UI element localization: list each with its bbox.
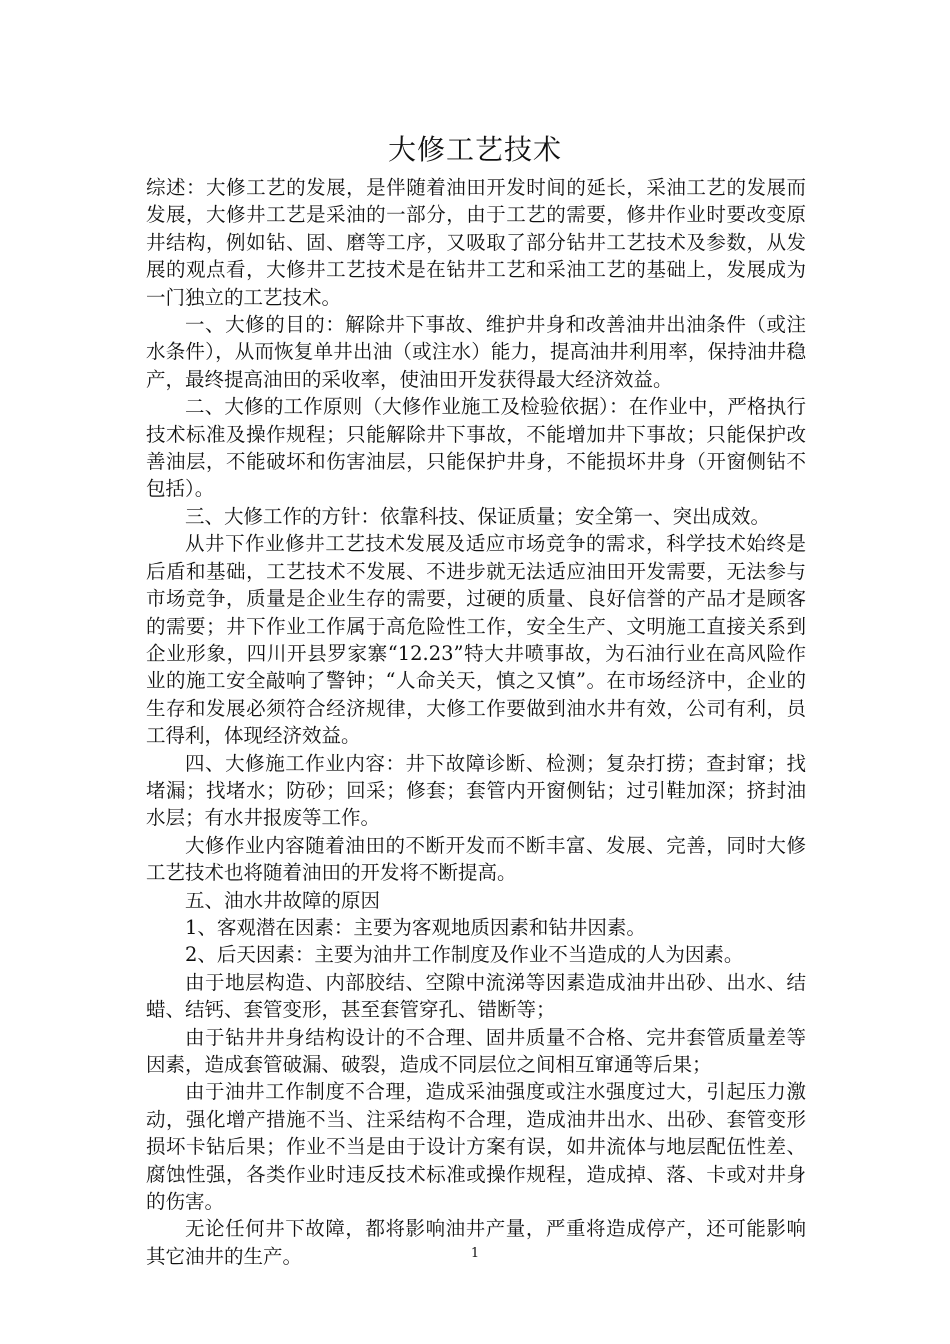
document-title: 大修工艺技术 bbox=[387, 133, 562, 166]
paragraph-purpose: 一、大修的目的：解除井下事故、维护井身和改善油井出油条件（或注水条件），从而恢复单井出油（或注水）能力，提高油井利用率，保持油井稳产，最终提高油田的采收率，使油田开发获得最大经济效益。 bbox=[146, 313, 806, 391]
paragraph-market: 从井下作业修井工艺技术发展及适应市场竞争的需求，科学技术始终是后盾和基础，工艺技术不发展、不进步就无法适应油田开发需要，无法参与市场竞争，质量是企业生存的需要，过硬的质量、良好信誉的产品才是顾客的需要；井下作业工作属于高危险性工作，安全生产、文明施工直接关系到企业形象，四川开县罗家寨“12.23”特大井喷事故，为石油行业在高风险作业的施工安全敲响了警钟；“人命关天，慎之又慎”。在市场经济中，企业的生存和发展必须符合经济规律，大修工作要做到油水井有效，公司有利，员工得利，体现经济效益。 bbox=[146, 532, 806, 748]
paragraph-principles: 二、大修的工作原则（大修作业施工及检验依据）：在作业中，严格执行技术标准及操作规程；只能解除井下事故，不能增加井下事故；只能保护改善油层，不能破坏和伤害油层，只能保护井身，不能损坏井身（开窗侧钻不包括）。 bbox=[146, 395, 806, 501]
document-body bbox=[146, 174, 806, 1270]
paragraph-geology: 由于地层构造、内部胶结、空隙中流涕等因素造成油井出砂、出水、结蜡、结钙、套管变形，甚至套管穿孔、错断等； bbox=[146, 970, 806, 1022]
paragraph-cause-1: 1、客观潜在因素：主要为客观地质因素和钻井因素。 bbox=[185, 915, 646, 939]
paragraph-cause-2: 2、后天因素：主要为油井工作制度及作业不当造成的人为因素。 bbox=[185, 943, 744, 967]
paragraph-development: 大修作业内容随着油田的不断开发而不断丰富、发展、完善，同时大修工艺技术也将随着油田的开发将不断提高。 bbox=[146, 833, 806, 885]
paragraph-drilling: 由于钻井井身结构设计的不合理、固井质量不合格、完井套管质量差等因素，造成套管破漏、破裂，造成不同层位之间相互窜通等后果； bbox=[146, 1025, 806, 1076]
paragraph-section-heading: 五、油水井故障的原因 bbox=[185, 888, 381, 912]
paragraph-policy: 三、大修工作的方针：依靠科技、保证质量；安全第一、突出成效。 bbox=[185, 504, 771, 528]
paragraph-contents: 四、大修施工作业内容：井下故障诊断、检测；复杂打捞；查封窜；找堵漏；找堵水；防砂；回采；修套；套管内开窗侧钻；过引鞋加深；挤封油水层；有水井报废等工作。 bbox=[146, 751, 806, 830]
paragraph-conclusion: 无论任何井下故障，都将影响油井产量，严重将造成停产，还可能影响其它油井的生产。 bbox=[146, 1217, 806, 1268]
paragraph-operation: 由于油井工作制度不合理，造成采油强度或注水强度过大，引起压力激动，强化增产措施不当、注采结构不合理，造成油井出水、出砂、套管变形损坏卡钻后果；作业不当是由于设计方案有误，如井流体与地层配伍性差、腐蚀性强，各类作业时违反技术标准或操作规程，造成掉、落、卡或对井身的伤害。 bbox=[146, 1080, 806, 1214]
page-number: 1 bbox=[470, 1246, 480, 1261]
paragraph-overview: 综述：大修工艺的发展，是伴随着油田开发时间的延长，采油工艺的发展而发展，大修井工艺是采油的一部分，由于工艺的需要，修井作业时要改变原井结构，例如钻、固、磨等工序，又吸取了部分钻井工艺技术及参数，从发展的观点看，大修井工艺技术是在钻井工艺和采油工艺的基础上，发展成为一门独立的工艺技术。 bbox=[146, 176, 806, 309]
